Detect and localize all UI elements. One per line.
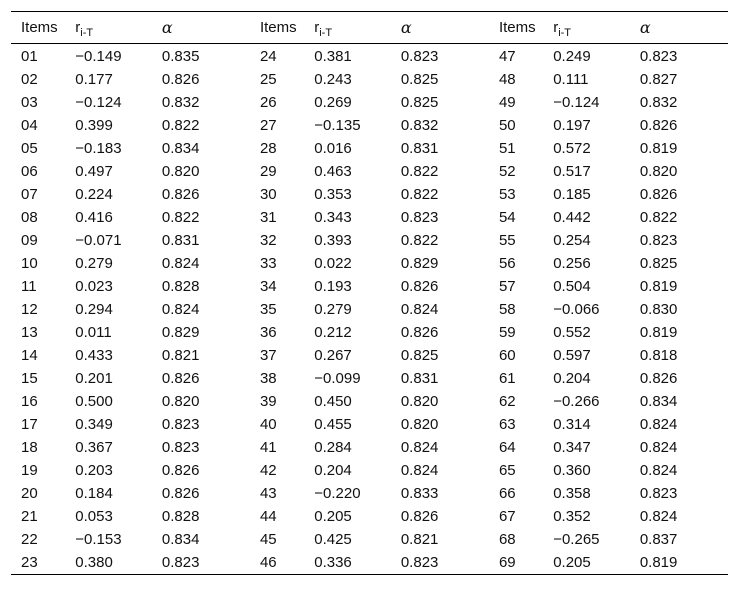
- item-number-cell: 55: [498, 232, 516, 249]
- r-item-total-value-cell: 0.349: [75, 416, 113, 433]
- header-r-item-total-2: $r_{i-T}$: [314, 19, 333, 39]
- table-row: [11, 275, 728, 298]
- alpha-value-cell: 0.832: [161, 94, 200, 111]
- item-number-cell: 04: [21, 117, 38, 134]
- item-number-cell: 52: [498, 163, 516, 180]
- r-item-total-value-cell: 0.011: [75, 324, 112, 341]
- r-item-total-value-cell: 0.343: [314, 209, 352, 226]
- alpha-value-cell: 0.825: [639, 255, 678, 272]
- item-number-cell: 38: [259, 370, 277, 387]
- item-number-cell: 21: [21, 508, 38, 525]
- alpha-value-cell: 0.822: [400, 232, 439, 249]
- r-item-total-value-cell: 0.205: [314, 508, 352, 525]
- table-row: [11, 91, 728, 114]
- item-number-cell: 62: [498, 393, 516, 410]
- item-number-cell: 67: [498, 508, 516, 525]
- r-item-total-value-cell: 0.177: [75, 71, 113, 88]
- item-number-cell: 37: [259, 347, 277, 364]
- table-row: [11, 160, 728, 183]
- item-number-cell: 61: [498, 370, 516, 387]
- item-number-cell: 07: [21, 186, 38, 203]
- alpha-value-cell: 0.826: [161, 485, 200, 502]
- item-number-cell: 09: [21, 232, 38, 249]
- r-item-total-value-cell: 0.284: [314, 439, 352, 456]
- item-number-cell: 53: [498, 186, 516, 203]
- alpha-value-cell: 0.835: [161, 48, 200, 65]
- alpha-value-cell: 0.831: [161, 232, 200, 249]
- r-item-total-value-cell: 0.279: [75, 255, 113, 272]
- r-item-total-value-cell: −0.135: [314, 117, 361, 134]
- table-row: [11, 137, 728, 160]
- alpha-value-cell: 0.832: [400, 117, 439, 134]
- alpha-value-cell: 0.823: [400, 209, 439, 226]
- r-item-total-value-cell: 0.380: [75, 554, 113, 571]
- alpha-value-cell: 0.834: [639, 393, 678, 410]
- item-number-cell: 06: [21, 163, 38, 180]
- alpha-value-cell: 0.820: [161, 163, 200, 180]
- r-item-total-value-cell: 0.463: [314, 163, 352, 180]
- r-item-total-value-cell: 0.517: [553, 163, 591, 180]
- item-number-cell: 28: [259, 140, 277, 157]
- table-body: [11, 44, 728, 575]
- table-row: [11, 436, 728, 459]
- table-row: [11, 183, 728, 206]
- alpha-value-cell: 0.825: [400, 94, 439, 111]
- alpha-value-cell: 0.824: [400, 462, 439, 479]
- alpha-value-cell: 0.837: [639, 531, 678, 548]
- item-number-cell: 22: [21, 531, 38, 548]
- r-item-total-value-cell: −0.153: [75, 531, 122, 548]
- alpha-value-cell: 0.820: [400, 393, 439, 410]
- alpha-value-cell: 0.823: [400, 48, 439, 65]
- alpha-value-cell: 0.831: [400, 140, 439, 157]
- alpha-value-cell: 0.818: [639, 347, 678, 364]
- item-number-cell: 01: [21, 48, 38, 65]
- item-number-cell: 64: [498, 439, 516, 456]
- alpha-value-cell: 0.830: [639, 301, 678, 318]
- item-number-cell: 31: [259, 209, 277, 226]
- r-item-total-value-cell: 0.497: [75, 163, 113, 180]
- item-number-cell: 12: [21, 301, 38, 318]
- alpha-value-cell: 0.834: [161, 140, 200, 157]
- alpha-value-cell: 0.832: [639, 94, 678, 111]
- item-number-cell: 18: [21, 439, 38, 456]
- alpha-value-cell: 0.826: [400, 278, 439, 295]
- r-item-total-value-cell: −0.099: [314, 370, 361, 387]
- r-item-total-value-cell: 0.279: [314, 301, 352, 318]
- r-item-total-value-cell: 0.352: [553, 508, 591, 525]
- item-number-cell: 59: [498, 324, 516, 341]
- r-item-total-value-cell: 0.597: [553, 347, 591, 364]
- alpha-value-cell: 0.822: [400, 163, 439, 180]
- item-number-cell: 17: [21, 416, 38, 433]
- r-item-total-value-cell: 0.336: [314, 554, 352, 571]
- item-number-cell: 11: [21, 278, 37, 295]
- r-item-total-value-cell: 0.347: [553, 439, 591, 456]
- r-item-total-value-cell: 0.572: [553, 140, 591, 157]
- alpha-value-cell: 0.823: [161, 554, 200, 571]
- r-item-total-value-cell: 0.442: [553, 209, 591, 226]
- table-row: [11, 505, 728, 528]
- table-row: [11, 413, 728, 436]
- table-row: [11, 68, 728, 91]
- header-alpha-1: α: [161, 18, 173, 37]
- r-item-total-value-cell: 0.197: [553, 117, 591, 134]
- table-row: [11, 390, 728, 413]
- item-number-cell: 65: [498, 462, 516, 479]
- item-number-cell: 35: [259, 301, 277, 318]
- item-number-cell: 48: [498, 71, 516, 88]
- r-item-total-value-cell: 0.203: [75, 462, 113, 479]
- alpha-value-cell: 0.824: [639, 439, 678, 456]
- item-number-cell: 60: [498, 347, 516, 364]
- r-item-total-value-cell: 0.504: [553, 278, 591, 295]
- table-row: [11, 367, 728, 390]
- table-row: [11, 528, 728, 551]
- alpha-value-cell: 0.822: [639, 209, 678, 226]
- alpha-value-cell: 0.823: [400, 554, 439, 571]
- alpha-value-cell: 0.822: [161, 209, 200, 226]
- item-number-cell: 50: [498, 117, 516, 134]
- r-item-total-value-cell: −0.220: [314, 485, 361, 502]
- r-item-total-value-cell: 0.256: [553, 255, 591, 272]
- r-item-total-value-cell: 0.185: [553, 186, 591, 203]
- alpha-value-cell: 0.826: [639, 370, 678, 387]
- table-header: [11, 12, 728, 44]
- item-number-cell: 43: [259, 485, 277, 502]
- item-number-cell: 56: [498, 255, 516, 272]
- alpha-value-cell: 0.822: [400, 186, 439, 203]
- alpha-value-cell: 0.829: [400, 255, 439, 272]
- alpha-value-cell: 0.823: [161, 416, 200, 433]
- item-number-cell: 23: [21, 554, 38, 571]
- item-number-cell: 26: [259, 94, 277, 111]
- r-item-total-value-cell: 0.500: [75, 393, 113, 410]
- item-number-cell: 39: [259, 393, 277, 410]
- item-number-cell: 05: [21, 140, 38, 157]
- r-item-total-value-cell: 0.358: [553, 485, 591, 502]
- item-number-cell: 29: [259, 163, 277, 180]
- r-item-total-value-cell: 0.552: [553, 324, 591, 341]
- item-number-cell: 46: [259, 554, 277, 571]
- alpha-value-cell: 0.825: [400, 347, 439, 364]
- r-item-total-value-cell: 0.023: [75, 278, 113, 295]
- table-row: [11, 321, 728, 344]
- alpha-value-cell: 0.823: [639, 485, 678, 502]
- item-number-cell: 40: [259, 416, 277, 433]
- r-item-total-value-cell: 0.353: [314, 186, 352, 203]
- r-item-total-value-cell: 0.224: [75, 186, 113, 203]
- alpha-value-cell: 0.824: [639, 462, 678, 479]
- r-item-total-value-cell: 0.243: [314, 71, 352, 88]
- alpha-value-cell: 0.826: [161, 462, 200, 479]
- alpha-value-cell: 0.826: [400, 508, 439, 525]
- header-items-1: Items: [21, 19, 58, 36]
- item-number-cell: 02: [21, 71, 38, 88]
- item-number-cell: 54: [498, 209, 516, 226]
- r-item-total-value-cell: 0.416: [75, 209, 113, 226]
- r-item-total-value-cell: 0.016: [314, 140, 352, 157]
- item-number-cell: 13: [21, 324, 38, 341]
- item-number-cell: 42: [259, 462, 277, 479]
- r-item-total-value-cell: 0.360: [553, 462, 591, 479]
- r-item-total-value-cell: 0.399: [75, 117, 113, 134]
- r-item-total-value-cell: −0.124: [75, 94, 122, 111]
- r-item-total-value-cell: 0.022: [314, 255, 352, 272]
- alpha-value-cell: 0.823: [639, 232, 678, 249]
- r-item-total-value-cell: −0.265: [553, 531, 600, 548]
- item-number-cell: 25: [259, 71, 277, 88]
- item-number-cell: 14: [21, 347, 38, 364]
- r-item-total-value-cell: 0.381: [314, 48, 352, 65]
- item-number-cell: 10: [21, 255, 38, 272]
- alpha-value-cell: 0.829: [161, 324, 200, 341]
- alpha-value-cell: 0.824: [639, 416, 678, 433]
- alpha-value-cell: 0.824: [400, 439, 439, 456]
- header-row: [11, 12, 728, 44]
- r-item-total-value-cell: −0.266: [553, 393, 600, 410]
- alpha-value-cell: 0.819: [639, 324, 678, 341]
- table-row: [11, 206, 728, 229]
- alpha-value-cell: 0.828: [161, 278, 200, 295]
- item-number-cell: 58: [498, 301, 516, 318]
- r-item-total-value-cell: −0.149: [75, 48, 122, 65]
- header-r-item-total-1: $r_{i-T}$: [75, 19, 94, 39]
- alpha-value-cell: 0.827: [639, 71, 678, 88]
- table-row: [11, 229, 728, 252]
- alpha-value-cell: 0.825: [400, 71, 439, 88]
- alpha-value-cell: 0.820: [400, 416, 439, 433]
- alpha-value-cell: 0.834: [161, 531, 200, 548]
- item-number-cell: 32: [259, 232, 277, 249]
- alpha-value-cell: 0.822: [161, 117, 200, 134]
- table-row: [11, 482, 728, 505]
- alpha-value-cell: 0.826: [639, 117, 678, 134]
- item-number-cell: 03: [21, 94, 38, 111]
- r-item-total-value-cell: 0.204: [553, 370, 591, 387]
- item-number-cell: 16: [21, 393, 38, 410]
- table-row: [11, 298, 728, 321]
- table-row: [11, 551, 728, 575]
- r-item-total-value-cell: 0.433: [75, 347, 113, 364]
- item-number-cell: 27: [259, 117, 277, 134]
- alpha-value-cell: 0.833: [400, 485, 439, 502]
- header-items-2: Items: [259, 19, 297, 36]
- r-item-total-value-cell: 0.249: [553, 48, 591, 65]
- item-number-cell: 19: [21, 462, 38, 479]
- header-alpha-3: α: [639, 18, 651, 37]
- r-item-total-value-cell: 0.111: [553, 71, 589, 88]
- r-item-total-value-cell: 0.254: [553, 232, 591, 249]
- item-number-cell: 66: [498, 485, 516, 502]
- item-number-cell: 24: [259, 48, 277, 65]
- alpha-value-cell: 0.826: [161, 186, 200, 203]
- item-number-cell: 57: [498, 278, 516, 295]
- r-item-total-value-cell: 0.425: [314, 531, 352, 548]
- item-number-cell: 41: [259, 439, 277, 456]
- item-number-cell: 63: [498, 416, 516, 433]
- item-number-cell: 47: [498, 48, 516, 65]
- item-number-cell: 36: [259, 324, 277, 341]
- alpha-value-cell: 0.821: [161, 347, 200, 364]
- header-alpha-2: α: [400, 18, 412, 37]
- r-item-total-value-cell: 0.205: [553, 554, 591, 571]
- header-r-item-total-3: $r_{i-T}$: [553, 19, 572, 39]
- r-item-total-value-cell: 0.267: [314, 347, 352, 364]
- alpha-value-cell: 0.826: [161, 370, 200, 387]
- alpha-value-cell: 0.828: [161, 508, 200, 525]
- r-item-total-value-cell: −0.071: [75, 232, 122, 249]
- alpha-value-cell: 0.824: [161, 301, 200, 318]
- table-row: [11, 252, 728, 275]
- alpha-value-cell: 0.820: [639, 163, 678, 180]
- item-number-cell: 69: [498, 554, 516, 571]
- r-item-total-value-cell: 0.193: [314, 278, 352, 295]
- alpha-value-cell: 0.826: [639, 186, 678, 203]
- alpha-value-cell: 0.824: [400, 301, 439, 318]
- alpha-value-cell: 0.819: [639, 140, 678, 157]
- item-number-cell: 33: [259, 255, 277, 272]
- item-number-cell: 15: [21, 370, 38, 387]
- alpha-value-cell: 0.831: [400, 370, 439, 387]
- item-number-cell: 45: [259, 531, 277, 548]
- alpha-value-cell: 0.820: [161, 393, 200, 410]
- item-number-cell: 20: [21, 485, 38, 502]
- item-number-cell: 08: [21, 209, 38, 226]
- r-item-total-value-cell: −0.124: [553, 94, 600, 111]
- item-number-cell: 68: [498, 531, 516, 548]
- alpha-value-cell: 0.823: [639, 48, 678, 65]
- alpha-value-cell: 0.824: [639, 508, 678, 525]
- item-number-cell: 34: [259, 278, 277, 295]
- r-item-total-value-cell: 0.184: [75, 485, 113, 502]
- item-statistics-table: [11, 11, 728, 575]
- alpha-value-cell: 0.823: [161, 439, 200, 456]
- item-number-cell: 44: [259, 508, 277, 525]
- r-item-total-value-cell: −0.066: [553, 301, 600, 318]
- r-item-total-value-cell: 0.053: [75, 508, 113, 525]
- alpha-value-cell: 0.824: [161, 255, 200, 272]
- alpha-value-cell: 0.819: [639, 554, 678, 571]
- r-item-total-value-cell: 0.450: [314, 393, 352, 410]
- r-item-total-value-cell: 0.294: [75, 301, 113, 318]
- table-row: [11, 344, 728, 367]
- alpha-value-cell: 0.821: [400, 531, 439, 548]
- r-item-total-value-cell: 0.367: [75, 439, 113, 456]
- item-number-cell: 49: [498, 94, 516, 111]
- r-item-total-value-cell: 0.201: [75, 370, 113, 387]
- table-row: [11, 459, 728, 482]
- r-item-total-value-cell: 0.204: [314, 462, 352, 479]
- r-item-total-value-cell: 0.455: [314, 416, 352, 433]
- header-items-3: Items: [498, 19, 536, 36]
- alpha-value-cell: 0.826: [161, 71, 200, 88]
- table-row: [11, 114, 728, 137]
- alpha-value-cell: 0.826: [400, 324, 439, 341]
- r-item-total-value-cell: 0.314: [553, 416, 591, 433]
- r-item-total-value-cell: 0.393: [314, 232, 352, 249]
- r-item-total-value-cell: −0.183: [75, 140, 122, 157]
- r-item-total-value-cell: 0.269: [314, 94, 352, 111]
- alpha-value-cell: 0.819: [639, 278, 678, 295]
- item-number-cell: 30: [259, 186, 277, 203]
- r-item-total-value-cell: 0.212: [314, 324, 352, 341]
- item-number-cell: 51: [498, 140, 516, 157]
- table-row: [11, 44, 728, 69]
